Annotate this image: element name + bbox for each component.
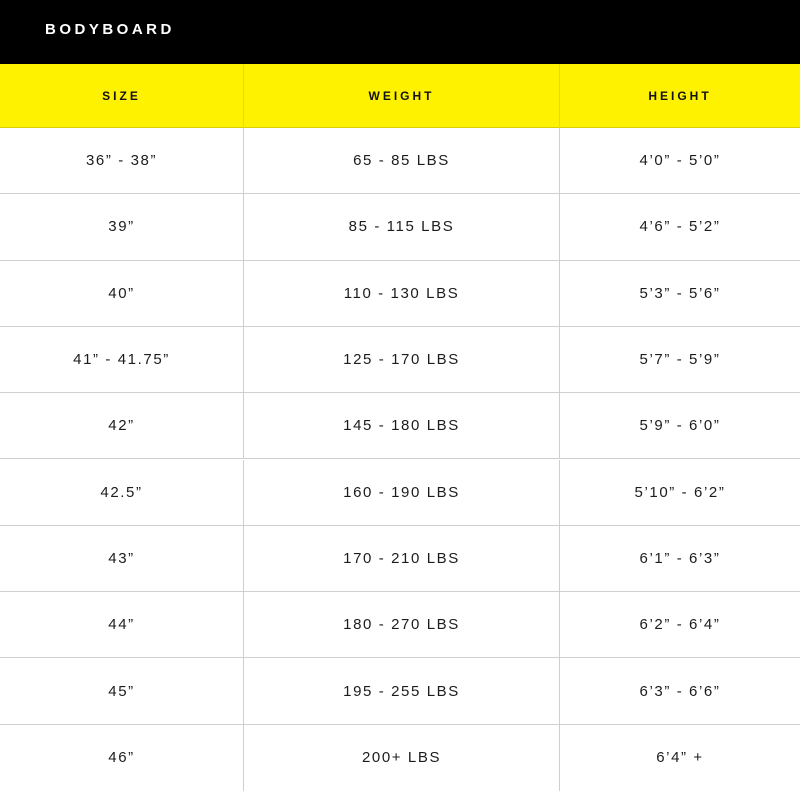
height-cell: 4’0” - 5’0”	[559, 128, 800, 193]
weight-cell: 200+ LBS	[243, 725, 559, 791]
size-cell: 42”	[108, 417, 135, 435]
table-row	[0, 592, 800, 658]
size-cell: 43”	[108, 549, 135, 567]
size-cell: 42.5”	[100, 483, 143, 501]
header-row	[0, 64, 800, 128]
size-cell: 46”	[108, 749, 135, 767]
weight-cell: 110 - 130 LBS	[243, 261, 559, 326]
header-size: SIZE	[102, 89, 141, 103]
height-cell: 6’2” - 6’4”	[559, 592, 800, 657]
height-cell: 5’3” - 5’6”	[559, 261, 800, 326]
table-title: BODYBOARD	[45, 21, 175, 38]
height-cell: 5’10” - 6’2”	[559, 460, 800, 525]
size-cell: 41” - 41.75”	[73, 351, 170, 369]
table-row	[0, 658, 800, 724]
weight-cell: 65 - 85 LBS	[243, 128, 559, 193]
height-cell: 6’3” - 6’6”	[559, 658, 800, 723]
header-weight: WEIGHT	[243, 64, 559, 128]
weight-cell: 195 - 255 LBS	[243, 658, 559, 723]
size-cell: 39”	[108, 218, 135, 236]
table-row	[0, 460, 800, 526]
weight-cell: 170 - 210 LBS	[243, 526, 559, 591]
table-row	[0, 194, 800, 260]
height-cell: 5’7” - 5’9”	[559, 327, 800, 392]
table-row	[0, 393, 800, 459]
height-cell: 5’9” - 6’0”	[559, 393, 800, 458]
table-row	[0, 725, 800, 791]
table-row	[0, 327, 800, 393]
weight-cell: 180 - 270 LBS	[243, 592, 559, 657]
size-cell: 44”	[108, 616, 135, 634]
size-cell: 36” - 38”	[85, 152, 158, 170]
weight-cell: 125 - 170 LBS	[243, 327, 559, 392]
weight-cell: 85 - 115 LBS	[243, 194, 559, 259]
title-bar	[0, 0, 800, 64]
table-row	[0, 261, 800, 327]
height-cell: 6’4” +	[559, 725, 800, 791]
weight-cell: 145 - 180 LBS	[243, 393, 559, 458]
header-height: HEIGHT	[559, 64, 800, 128]
size-table-body	[0, 128, 800, 791]
weight-cell: 160 - 190 LBS	[243, 460, 559, 525]
table-row	[0, 526, 800, 592]
size-cell: 40”	[108, 284, 135, 302]
size-cell: 45”	[108, 682, 135, 700]
table-row	[0, 128, 800, 194]
height-cell: 4’6” - 5’2”	[559, 194, 800, 259]
height-cell: 6’1” - 6’3”	[559, 526, 800, 591]
